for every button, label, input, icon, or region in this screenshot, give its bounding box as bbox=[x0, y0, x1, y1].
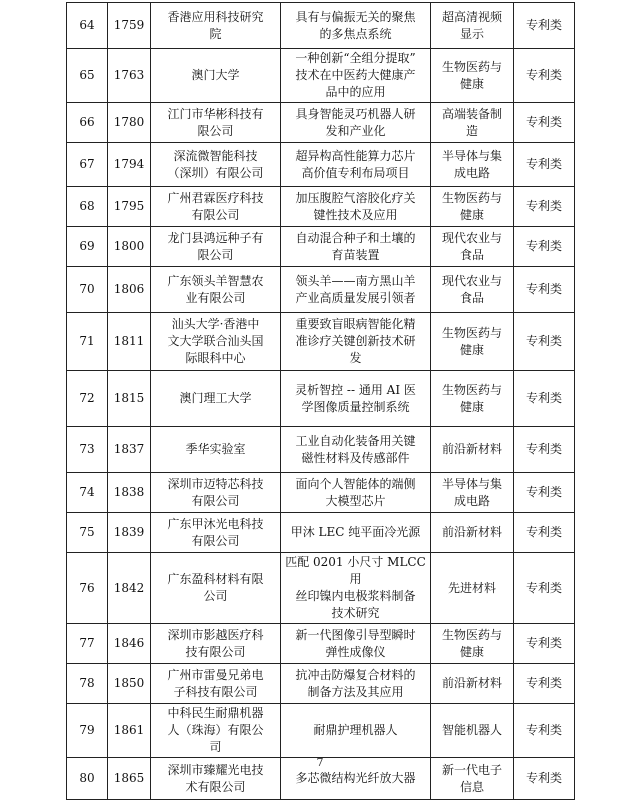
cell-project: 新一代图像引导型瞬时 弹性成像仪 bbox=[281, 624, 431, 664]
cell-id: 1846 bbox=[108, 624, 151, 664]
table-row bbox=[67, 704, 575, 758]
cell-field: 先进材料 bbox=[431, 553, 514, 624]
cell-id: 1795 bbox=[108, 187, 151, 227]
cell-type: 专利类 bbox=[514, 758, 575, 800]
cell-no: 78 bbox=[67, 664, 108, 704]
cell-type: 专利类 bbox=[514, 103, 575, 143]
table-row bbox=[67, 227, 575, 267]
cell-project: 加压腹腔气溶胶化疗关 键性技术及应用 bbox=[281, 187, 431, 227]
cell-no: 79 bbox=[67, 704, 108, 758]
cell-org: 广东盈科材料有限 公司 bbox=[151, 553, 281, 624]
cell-field: 前沿新材料 bbox=[431, 664, 514, 704]
cell-org: 广州市雷曼兄弟电 子科技有限公司 bbox=[151, 664, 281, 704]
cell-org: 广州君霖医疗科技 有限公司 bbox=[151, 187, 281, 227]
cell-org: 深圳市迈特芯科技 有限公司 bbox=[151, 473, 281, 513]
cell-type: 专利类 bbox=[514, 313, 575, 371]
cell-id: 1763 bbox=[108, 49, 151, 103]
cell-org: 澳门理工大学 bbox=[151, 371, 281, 427]
cell-org: 广东甲沐光电科技 有限公司 bbox=[151, 513, 281, 553]
cell-id: 1837 bbox=[108, 427, 151, 473]
project-table bbox=[66, 2, 575, 800]
cell-id: 1865 bbox=[108, 758, 151, 800]
cell-no: 73 bbox=[67, 427, 108, 473]
cell-field: 超高清视频 显示 bbox=[431, 3, 514, 49]
cell-no: 80 bbox=[67, 758, 108, 800]
table-row bbox=[67, 624, 575, 664]
cell-org: 中科民生耐鼎机器 人（珠海）有限公 司 bbox=[151, 704, 281, 758]
cell-org: 深圳市臻耀光电技 术有限公司 bbox=[151, 758, 281, 800]
cell-type: 专利类 bbox=[514, 227, 575, 267]
cell-project: 匹配 0201 小尺寸 MLCC 用 丝印镍内电极浆料制备 技术研究 bbox=[281, 553, 431, 624]
cell-id: 1850 bbox=[108, 664, 151, 704]
cell-field: 生物医药与 健康 bbox=[431, 49, 514, 103]
table-row bbox=[67, 143, 575, 187]
cell-project: 重要致盲眼病智能化精 准诊疗关键创新技术研 发 bbox=[281, 313, 431, 371]
cell-id: 1838 bbox=[108, 473, 151, 513]
cell-org: 龙门县鸿远种子有 限公司 bbox=[151, 227, 281, 267]
cell-field: 半导体与集 成电路 bbox=[431, 473, 514, 513]
cell-id: 1759 bbox=[108, 3, 151, 49]
cell-no: 66 bbox=[67, 103, 108, 143]
cell-project: 抗冲击防爆复合材料的 制备方法及其应用 bbox=[281, 664, 431, 704]
cell-type: 专利类 bbox=[514, 473, 575, 513]
cell-field: 生物医药与 健康 bbox=[431, 187, 514, 227]
table-row bbox=[67, 49, 575, 103]
cell-id: 1800 bbox=[108, 227, 151, 267]
cell-no: 75 bbox=[67, 513, 108, 553]
cell-type: 专利类 bbox=[514, 553, 575, 624]
cell-no: 74 bbox=[67, 473, 108, 513]
cell-type: 专利类 bbox=[514, 371, 575, 427]
cell-org: 澳门大学 bbox=[151, 49, 281, 103]
cell-id: 1811 bbox=[108, 313, 151, 371]
cell-id: 1861 bbox=[108, 704, 151, 758]
cell-type: 专利类 bbox=[514, 143, 575, 187]
table-row bbox=[67, 187, 575, 227]
cell-type: 专利类 bbox=[514, 704, 575, 758]
cell-org: 江门市华彬科技有 限公司 bbox=[151, 103, 281, 143]
cell-field: 生物医药与 健康 bbox=[431, 624, 514, 664]
cell-no: 65 bbox=[67, 49, 108, 103]
cell-id: 1806 bbox=[108, 267, 151, 313]
cell-project: 灵析智控 -- 通用 AI 医 学图像质量控制系统 bbox=[281, 371, 431, 427]
cell-field: 智能机器人 bbox=[431, 704, 514, 758]
table-row bbox=[67, 103, 575, 143]
cell-field: 高端装备制 造 bbox=[431, 103, 514, 143]
cell-id: 1794 bbox=[108, 143, 151, 187]
page-number: 7 bbox=[316, 756, 324, 769]
cell-project: 具身智能灵巧机器人研 发和产业化 bbox=[281, 103, 431, 143]
cell-id: 1815 bbox=[108, 371, 151, 427]
cell-org: 香港应用科技研究 院 bbox=[151, 3, 281, 49]
cell-project: 超异构高性能算力芯片 高价值专利布局项目 bbox=[281, 143, 431, 187]
cell-type: 专利类 bbox=[514, 664, 575, 704]
cell-project: 领头羊——南方黑山羊 产业高质量发展引领者 bbox=[281, 267, 431, 313]
table-row bbox=[67, 664, 575, 704]
table-row bbox=[67, 267, 575, 313]
table-row bbox=[67, 427, 575, 473]
table-row bbox=[67, 513, 575, 553]
table-row bbox=[67, 473, 575, 513]
cell-field: 生物医药与 健康 bbox=[431, 313, 514, 371]
cell-org: 深圳市影越医疗科 技有限公司 bbox=[151, 624, 281, 664]
cell-project: 面向个人智能体的端侧 大模型芯片 bbox=[281, 473, 431, 513]
cell-project: 一种创新“全组分提取” 技术在中医药大健康产 品中的应用 bbox=[281, 49, 431, 103]
cell-no: 72 bbox=[67, 371, 108, 427]
cell-type: 专利类 bbox=[514, 187, 575, 227]
cell-no: 77 bbox=[67, 624, 108, 664]
cell-org: 广东领头羊智慧农 业有限公司 bbox=[151, 267, 281, 313]
table-row bbox=[67, 313, 575, 371]
cell-org: 季华实验室 bbox=[151, 427, 281, 473]
table-row bbox=[67, 553, 575, 624]
cell-field: 半导体与集 成电路 bbox=[431, 143, 514, 187]
cell-field: 前沿新材料 bbox=[431, 513, 514, 553]
cell-type: 专利类 bbox=[514, 427, 575, 473]
cell-type: 专利类 bbox=[514, 3, 575, 49]
cell-no: 64 bbox=[67, 3, 108, 49]
cell-org: 深流微智能科技 （深圳）有限公司 bbox=[151, 143, 281, 187]
table-row bbox=[67, 3, 575, 49]
cell-field: 前沿新材料 bbox=[431, 427, 514, 473]
cell-no: 67 bbox=[67, 143, 108, 187]
cell-field: 现代农业与 食品 bbox=[431, 227, 514, 267]
cell-project: 工业自动化装备用关键 磁性材料及传感部件 bbox=[281, 427, 431, 473]
cell-id: 1842 bbox=[108, 553, 151, 624]
cell-field: 新一代电子 信息 bbox=[431, 758, 514, 800]
table-row bbox=[67, 371, 575, 427]
table-body bbox=[67, 3, 575, 800]
cell-no: 69 bbox=[67, 227, 108, 267]
cell-id: 1780 bbox=[108, 103, 151, 143]
cell-no: 68 bbox=[67, 187, 108, 227]
cell-org: 汕头大学·香港中 文大学联合汕头国 际眼科中心 bbox=[151, 313, 281, 371]
cell-project: 甲沐 LEC 纯平面冷光源 bbox=[281, 513, 431, 553]
cell-project: 耐鼎护理机器人 bbox=[281, 704, 431, 758]
cell-project: 自动混合种子和土壤的 育苗装置 bbox=[281, 227, 431, 267]
cell-field: 现代农业与 食品 bbox=[431, 267, 514, 313]
cell-no: 76 bbox=[67, 553, 108, 624]
cell-project: 具有与偏振无关的聚焦 的多焦点系统 bbox=[281, 3, 431, 49]
cell-field: 生物医药与 健康 bbox=[431, 371, 514, 427]
cell-type: 专利类 bbox=[514, 49, 575, 103]
cell-project: 多芯微结构光纤放大器 bbox=[281, 758, 431, 800]
cell-id: 1839 bbox=[108, 513, 151, 553]
cell-no: 70 bbox=[67, 267, 108, 313]
cell-type: 专利类 bbox=[514, 267, 575, 313]
cell-type: 专利类 bbox=[514, 513, 575, 553]
cell-type: 专利类 bbox=[514, 624, 575, 664]
cell-no: 71 bbox=[67, 313, 108, 371]
